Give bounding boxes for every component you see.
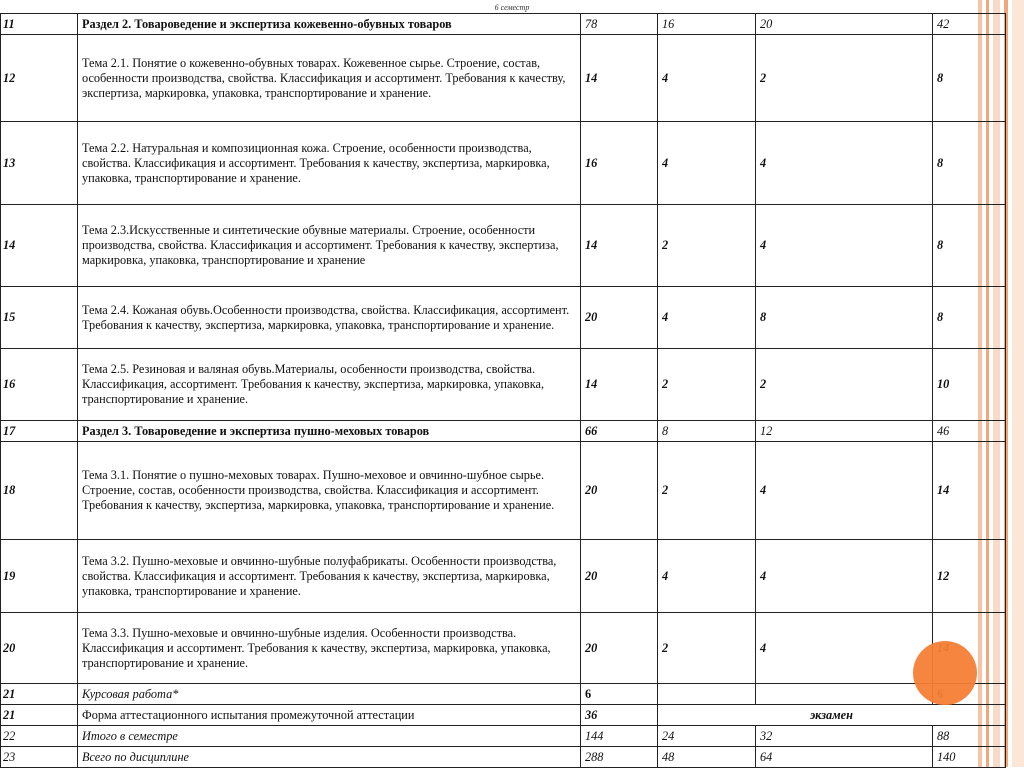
cell-self-study: 10: [933, 349, 1006, 421]
cell-practice: 32: [756, 726, 933, 747]
cell-lectures: 2: [658, 613, 756, 684]
cell-practice: 4: [756, 122, 933, 205]
row-number: 14: [1, 205, 78, 287]
cell-lectures: 4: [658, 35, 756, 122]
cell-total: 20: [581, 442, 658, 540]
cell-self-study: 8: [933, 205, 1006, 287]
cell-total: 288: [581, 747, 658, 768]
cell-self-study: 14: [933, 442, 1006, 540]
cell-total: 36: [581, 705, 658, 726]
table-row: [1, 540, 1006, 613]
cell-practice: 4: [756, 613, 933, 684]
attestation-title: Форма аттестационного испытания промежуточной аттестации: [78, 705, 581, 726]
cell-self-study: 8: [933, 35, 1006, 122]
cell-lectures: [658, 684, 756, 705]
cell-lectures: 48: [658, 747, 756, 768]
table-row: [1, 14, 1006, 35]
cell-total: 20: [581, 540, 658, 613]
cell-total: 20: [581, 287, 658, 349]
cell-lectures: 8: [658, 421, 756, 442]
cell-lectures: 2: [658, 205, 756, 287]
cell-total: 14: [581, 349, 658, 421]
cell-self-study: 140: [933, 747, 1006, 768]
discipline-total-title: Всего по дисциплине: [78, 747, 581, 768]
cell-lectures: 4: [658, 287, 756, 349]
cell-practice: [756, 684, 933, 705]
cell-total: 14: [581, 205, 658, 287]
row-number: 23: [1, 747, 78, 768]
cell-lectures: 4: [658, 540, 756, 613]
row-number: 21: [1, 684, 78, 705]
coursework-title: Курсовая работа*: [78, 684, 581, 705]
topic-title: Тема 2.3.Искусственные и синтетические обувные материалы. Строение, особенности производства, свойства. Классификация и ассортимент. Требования к качеству, экспертиза, маркировка, упаковка, транспортирование и хранение: [78, 205, 581, 287]
row-number: 17: [1, 421, 78, 442]
table-row: [1, 421, 1006, 442]
cell-lectures: 2: [658, 442, 756, 540]
decorative-orange-circle: [913, 641, 977, 705]
table-row: [1, 684, 1006, 705]
table-row: [1, 442, 1006, 540]
cell-practice: 12: [756, 421, 933, 442]
cell-total: 78: [581, 14, 658, 35]
table-row: [1, 122, 1006, 205]
cell-self-study: 46: [933, 421, 1006, 442]
row-number: 11: [1, 14, 78, 35]
cell-self-study: 8: [933, 122, 1006, 205]
cell-self-study: 42: [933, 14, 1006, 35]
cell-self-study: 12: [933, 540, 1006, 613]
cell-practice: 4: [756, 540, 933, 613]
topic-title: Тема 2.1. Понятие о кожевенно-обувных товарах. Кожевенное сырье. Строение, состав, особенности производства, свойства. Классификация и ассортимент. Требования к качеству, экспертиза, маркировка, упаковка, транспортирование и хранение.: [78, 35, 581, 122]
cell-total: 66: [581, 421, 658, 442]
topic-title: Тема 2.5. Резиновая и валяная обувь.Материалы, особенности производства, свойства. Классификация, ассортимент. Требования к качеству, экспертиза, маркировка, упаковка, транспортирование и хранение.: [78, 349, 581, 421]
row-number: 18: [1, 442, 78, 540]
cell-practice: 2: [756, 349, 933, 421]
section-title: Раздел 3. Товароведение и экспертиза пушно-меховых товаров: [78, 421, 581, 442]
semester-total-title: Итого в семестре: [78, 726, 581, 747]
topic-title: Тема 3.1. Понятие о пушно-меховых товарах. Пушно-меховое и овчинно-шубное сырье. Строение, состав, особенности производства, свойства. Классификация и ассортимент. Требования к качеству, экспертиза, маркировка, упаковка, транспортирование и хранение.: [78, 442, 581, 540]
cell-total: 144: [581, 726, 658, 747]
cell-total: 20: [581, 613, 658, 684]
table-row: [1, 205, 1006, 287]
row-number: 21: [1, 705, 78, 726]
table-row: [1, 35, 1006, 122]
table-row: [1, 613, 1006, 684]
exam-cell: экзамен: [658, 705, 1006, 726]
row-number: 13: [1, 122, 78, 205]
curriculum-table: [0, 13, 1006, 768]
cell-practice: 20: [756, 14, 933, 35]
cell-practice: 8: [756, 287, 933, 349]
row-number: 20: [1, 613, 78, 684]
cell-practice: 2: [756, 35, 933, 122]
table-row: [1, 726, 1006, 747]
cell-practice: 4: [756, 442, 933, 540]
cell-total: 16: [581, 122, 658, 205]
cell-practice: 64: [756, 747, 933, 768]
row-number: 16: [1, 349, 78, 421]
cell-practice: 4: [756, 205, 933, 287]
topic-title: Тема 3.3. Пушно-меховые и овчинно-шубные изделия. Особенности производства. Классификация и ассортимент. Требования к качеству, экспертиза, маркировка, упаковка, транспортирование и хранение.: [78, 613, 581, 684]
cell-lectures: 24: [658, 726, 756, 747]
semester-label: 6 семестр: [494, 3, 530, 12]
topic-title: Тема 3.2. Пушно-меховые и овчинно-шубные полуфабрикаты. Особенности производства, свойства. Классификация и ассортимент. Требования к качеству, экспертиза, маркировка, упаковка, транспортирование и хранение.: [78, 540, 581, 613]
table-row: [1, 747, 1006, 768]
row-number: 15: [1, 287, 78, 349]
cell-total: 14: [581, 35, 658, 122]
table-row: [1, 349, 1006, 421]
topic-title: Тема 2.2. Натуральная и композиционная кожа. Строение, особенности производства, свойства. Классификация и ассортимент. Требования к качеству, экспертиза, маркировка, упаковка, транспортирование и хранение.: [78, 122, 581, 205]
topic-title: Тема 2.4. Кожаная обувь.Особенности производства, свойства. Классификация, ассортимент. Требования к качеству, экспертиза, маркировка, упаковка, транспортирование и хранение.: [78, 287, 581, 349]
cell-self-study: 88: [933, 726, 1006, 747]
row-number: 19: [1, 540, 78, 613]
table-row: [1, 705, 1006, 726]
section-title: Раздел 2. Товароведение и экспертиза кожевенно-обувных товаров: [78, 14, 581, 35]
table-row: [1, 287, 1006, 349]
cell-lectures: 4: [658, 122, 756, 205]
cell-lectures: 16: [658, 14, 756, 35]
row-number: 12: [1, 35, 78, 122]
cell-lectures: 2: [658, 349, 756, 421]
row-number: 22: [1, 726, 78, 747]
cell-self-study: 8: [933, 287, 1006, 349]
cell-total: 6: [581, 684, 658, 705]
